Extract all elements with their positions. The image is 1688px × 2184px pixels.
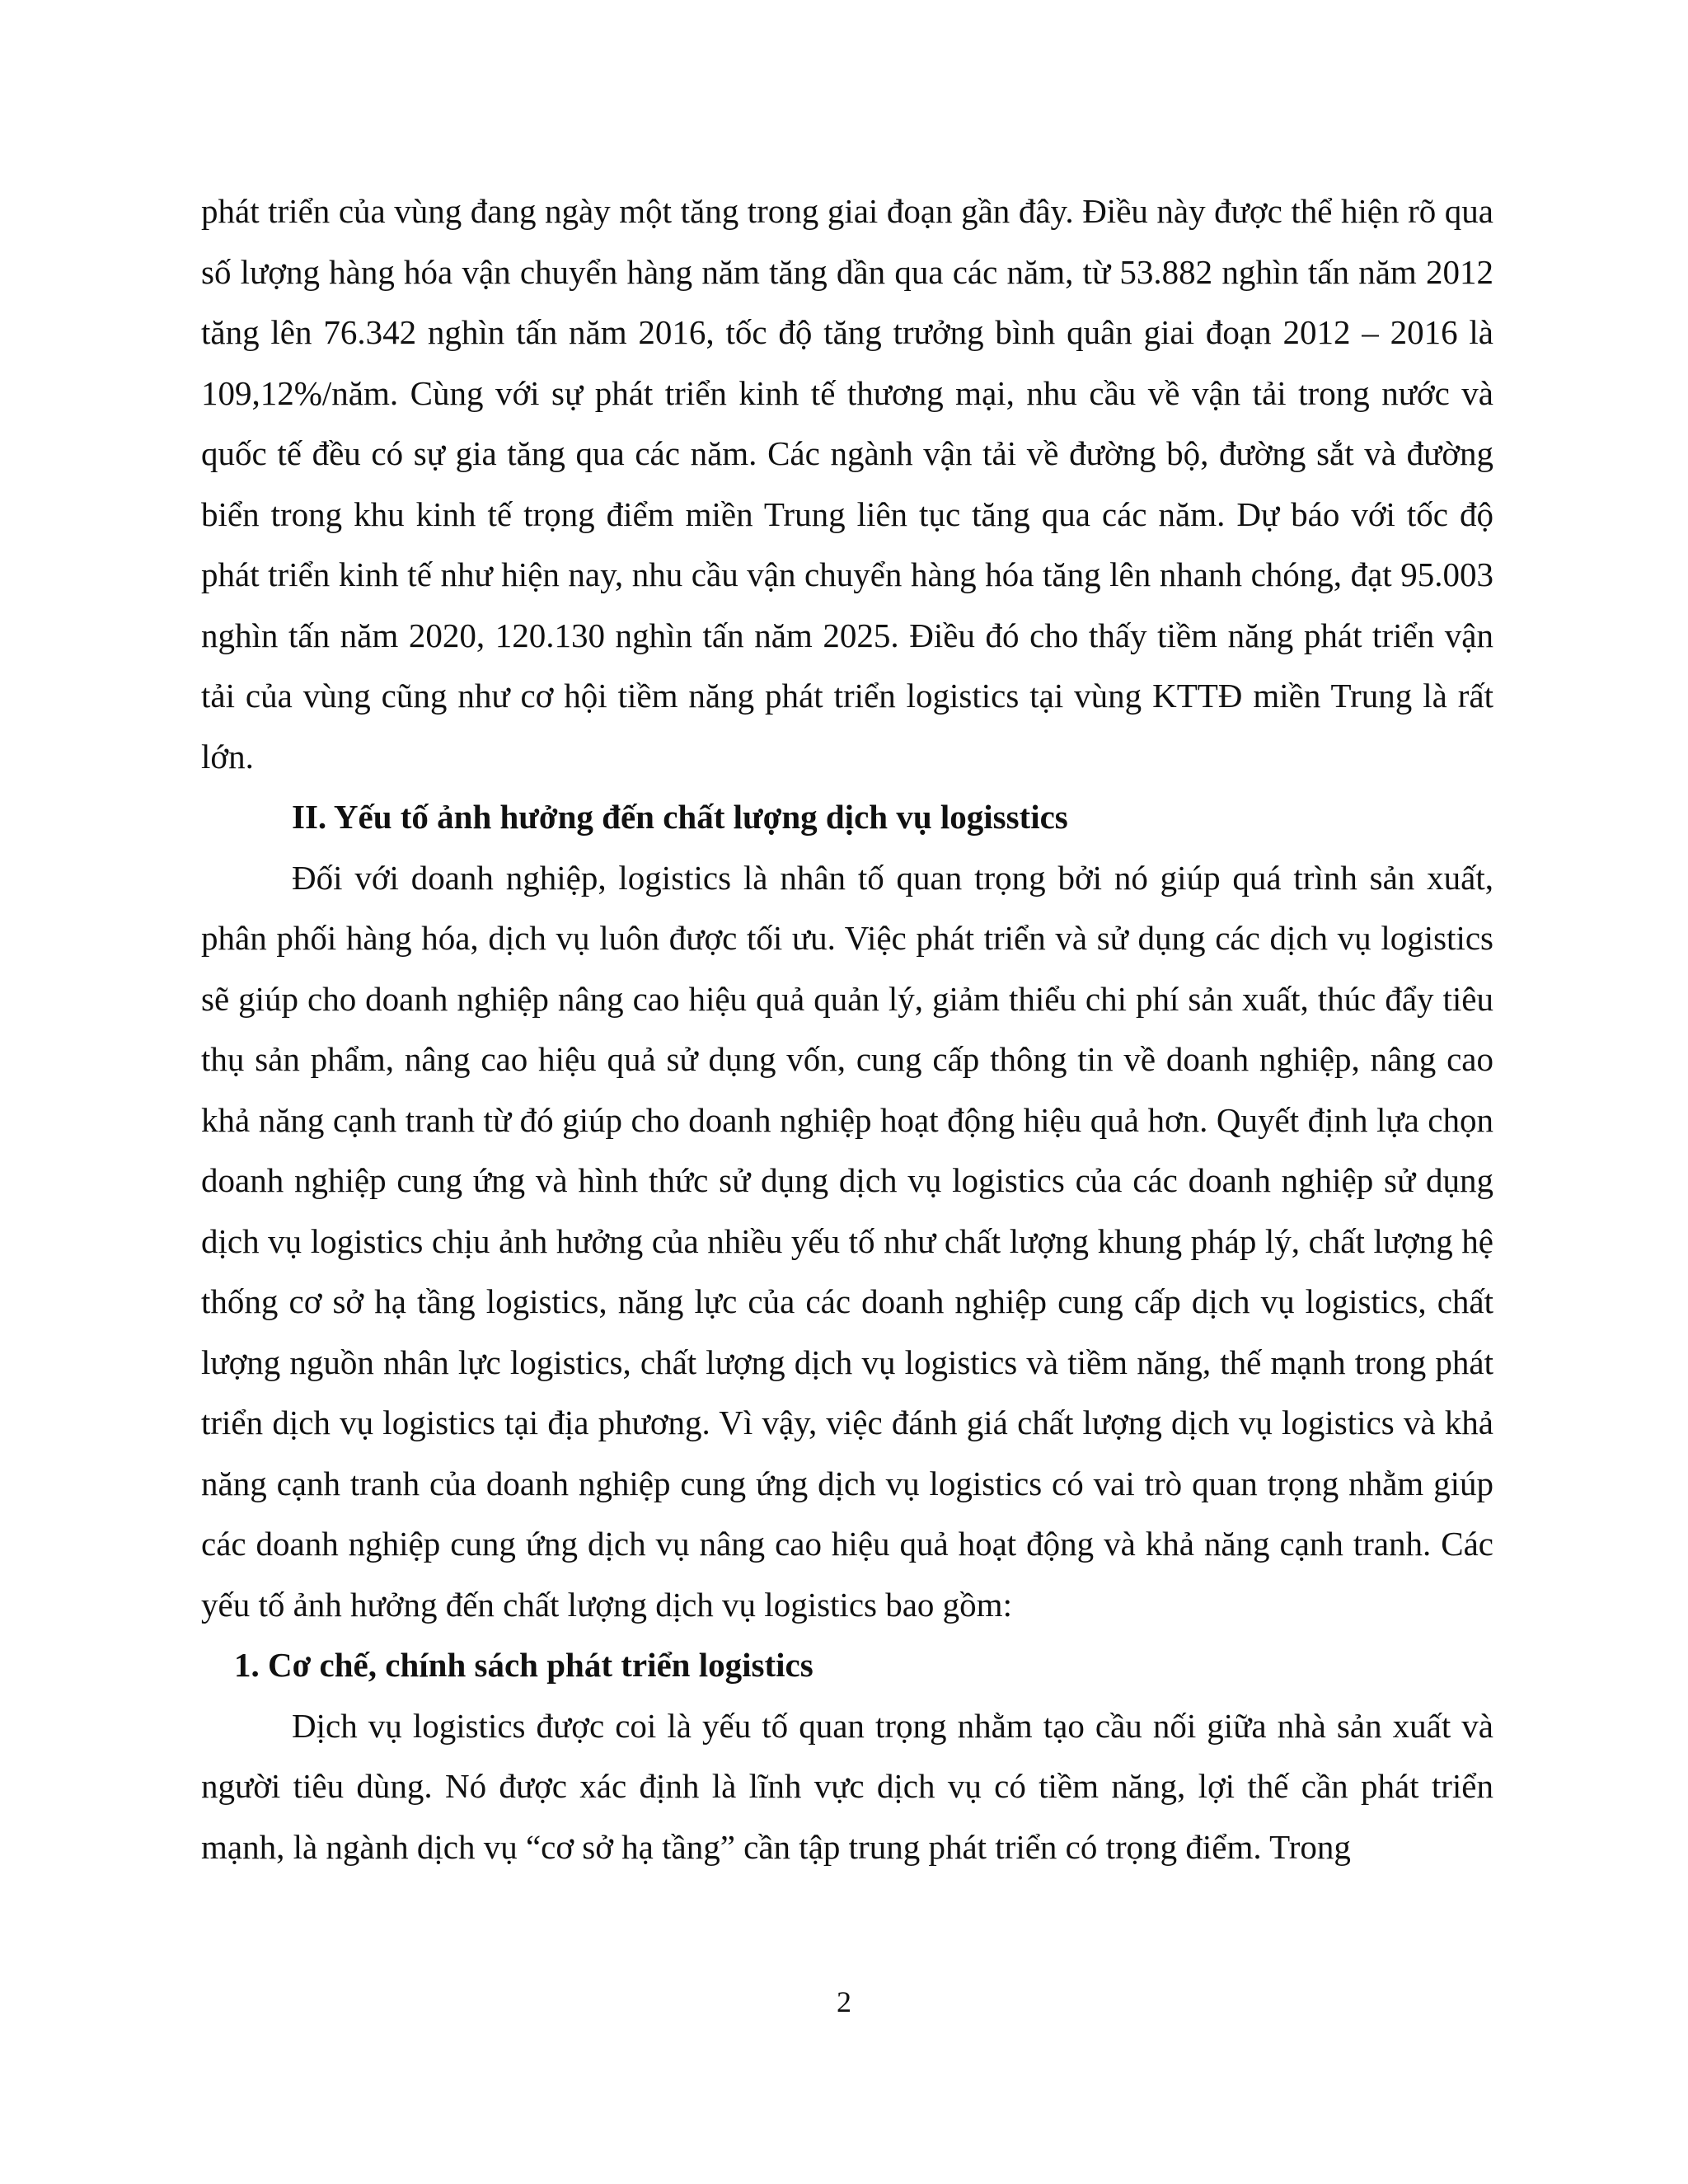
- paragraph-factors: Đối với doanh nghiệp, logistics là nhân tố quan trọng bởi nó giúp quá trình sản xuất, phân phối hàng hóa, dịch vụ luôn được tối ưu. Việc phát triển và sử dụng các dịch vụ logistics sẽ giúp cho doanh nghiệp nâng cao hiệu quả quản lý, giảm thiểu chi phí sản xuất, thúc đẩy tiêu thụ sản phẩm, nâng cao hiệu quả sử dụng vốn, cung cấp thông tin về doanh nghiệp, nâng cao khả năng cạnh tranh từ đó giúp cho doanh nghiệp hoạt động hiệu quả hơn. Quyết định lựa chọn doanh nghiệp cung ứng và hình thức sử dụng dịch vụ logistics của các doanh nghiệp sử dụng dịch vụ logistics chịu ảnh hưởng của nhiều yếu tố như chất lượng khung pháp lý, chất lượng hệ thống cơ sở hạ tầng logistics, năng lực của các doanh nghiệp cung cấp dịch vụ logistics, chất lượng nguồn nhân lực logistics, chất lượng dịch vụ logistics và tiềm năng, thế mạnh trong phát triển dịch vụ logistics tại địa phương. Vì vậy, việc đánh giá chất lượng dịch vụ logistics và khả năng cạnh tranh của doanh nghiệp cung ứng dịch vụ logistics có vai trò quan trọng nhằm giúp các doanh nghiệp cung ứng dịch vụ nâng cao hiệu quả hoạt động và khả năng cạnh tranh. Các yếu tố ảnh hưởng đến chất lượng dịch vụ logistics bao gồm:: [201, 858, 1493, 1624]
- subsection-heading-1: 1. Cơ chế, chính sách phát triển logistics: [234, 1646, 814, 1684]
- page-number: 2: [837, 1985, 851, 2018]
- section-heading-ii: II. Yếu tố ảnh hưởng đến chất lượng dịch vụ logisstics: [292, 798, 1068, 836]
- paragraph-policy: Dịch vụ logistics được coi là yếu tố quan trọng nhằm tạo cầu nối giữa nhà sản xuất và người tiêu dùng. Nó được xác định là lĩnh vực dịch vụ có tiềm năng, lợi thế cần phát triển mạnh, là ngành dịch vụ “cơ sở hạ tầng” cần tập trung phát triển có trọng điểm. Trong: [201, 1706, 1493, 1866]
- paragraph-continuation: phát triển của vùng đang ngày một tăng trong giai đoạn gần đây. Điều này được thể hiện rõ qua số lượng hàng hóa vận chuyển hàng năm tăng dần qua các năm, từ 53.882 nghìn tấn năm 2012 tăng lên 76.342 nghìn tấn năm 2016, tốc độ tăng trưởng bình quân giai đoạn 2012 – 2016 là 109,12%/năm. Cùng với sự phát triển kinh tế thương mại, nhu cầu về vận tải trong nước và quốc tế đều có sự gia tăng qua các năm. Các ngành vận tải về đường bộ, đường sắt và đường biển trong khu kinh tế trọng điểm miền Trung liên tục tăng qua các năm. Dự báo với tốc độ phát triển kinh tế như hiện nay, nhu cầu vận chuyển hàng hóa tăng lên nhanh chóng, đạt 95.003 nghìn tấn năm 2020, 120.130 nghìn tấn năm 2025. Điều đó cho thấy tiềm năng phát triển vận tải của vùng cũng như cơ hội tiềm năng phát triển logistics tại vùng KTTĐ miền Trung là rất lớn.: [201, 192, 1493, 776]
- document-body: [201, 181, 1493, 1877]
